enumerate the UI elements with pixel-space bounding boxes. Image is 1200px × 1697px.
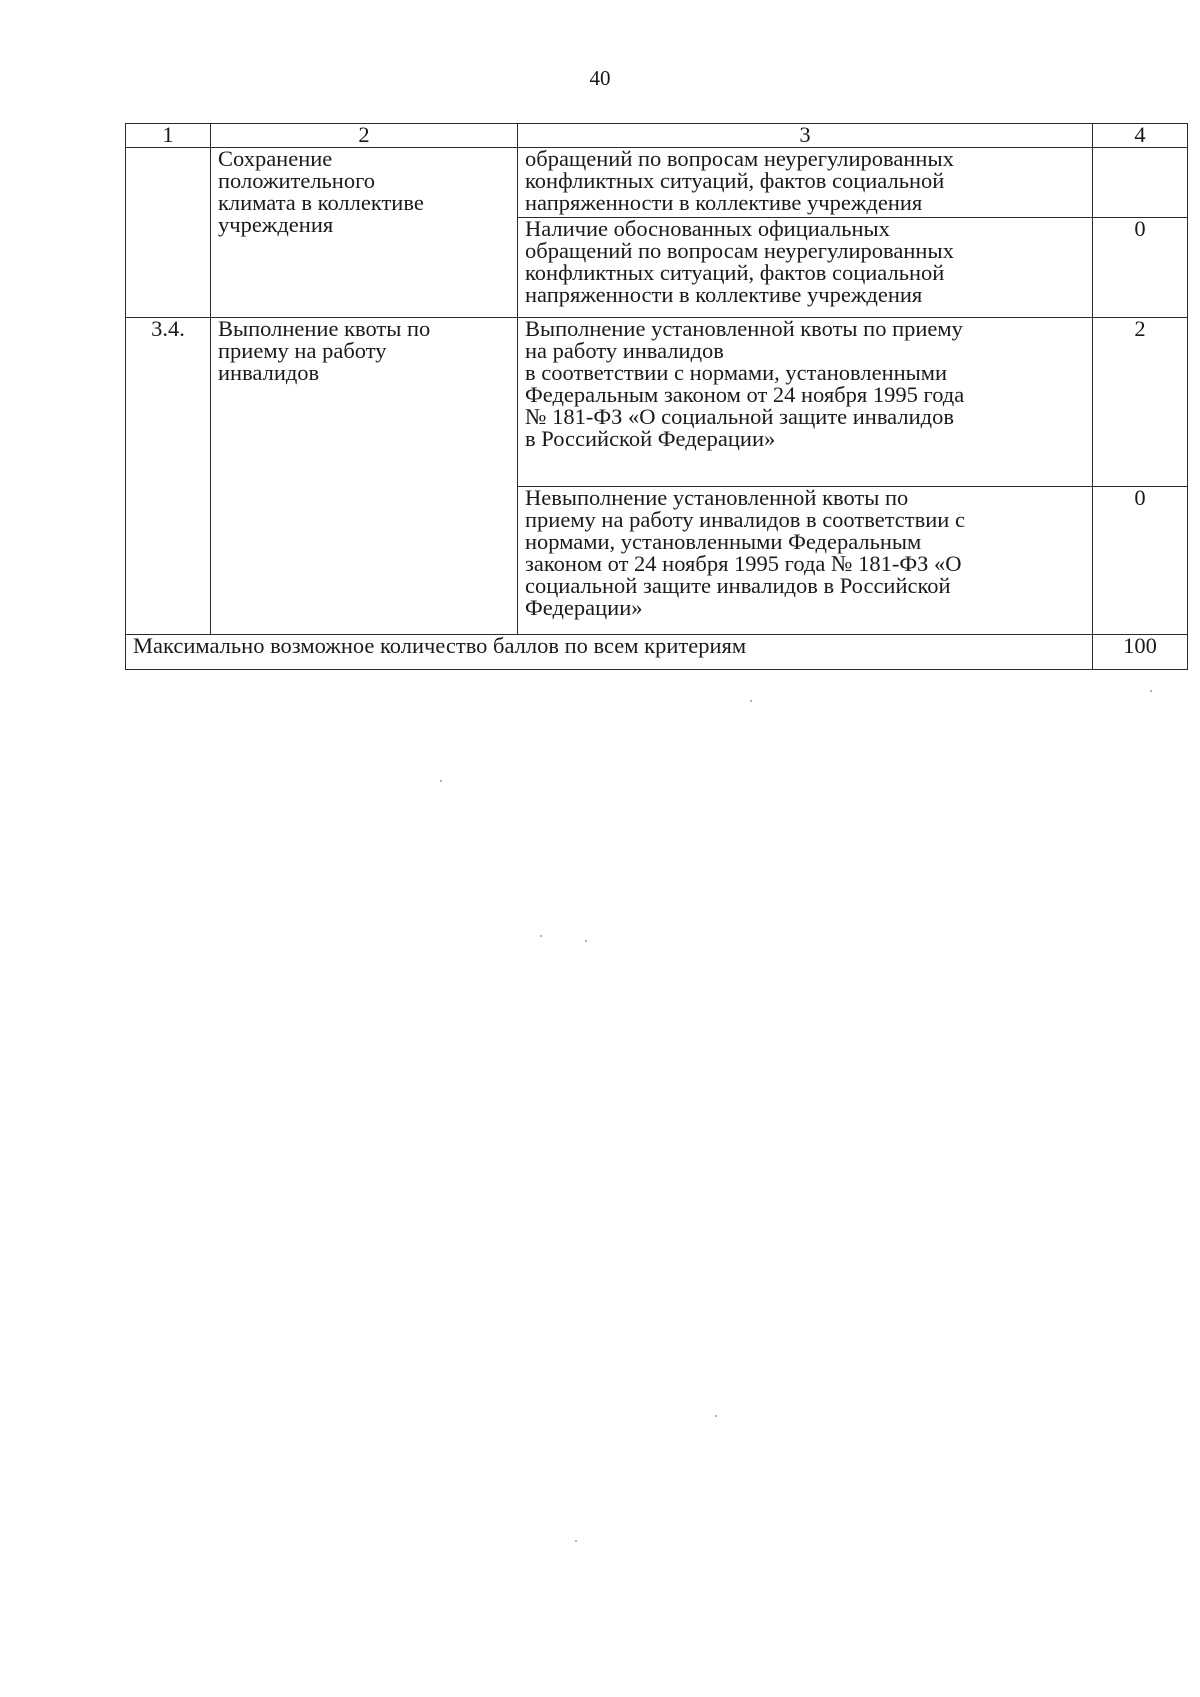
- column-header-4: 4: [1093, 124, 1188, 148]
- scan-speck: [715, 1415, 717, 1417]
- scan-speck: [575, 1540, 577, 1542]
- table-row: [126, 318, 1188, 487]
- score-cell: [1093, 148, 1188, 218]
- column-header-1: 1: [126, 124, 211, 148]
- scan-speck: [540, 935, 542, 937]
- score-cell: 0: [1093, 487, 1188, 635]
- total-row: [126, 635, 1188, 670]
- criterion-cell-climate: Сохранение положительного климата в коллективе учреждения: [211, 148, 518, 318]
- scan-speck: [585, 940, 587, 942]
- column-header-3: 3: [518, 124, 1093, 148]
- score-cell: 2: [1093, 318, 1188, 487]
- score-cell: 0: [1093, 218, 1188, 318]
- indicator-cell: обращений по вопросам неурегулированных конфликтных ситуаций, фактов социальной напряженности в коллективе учреждения: [518, 148, 1093, 218]
- scan-speck: [750, 700, 752, 702]
- indicator-cell: Выполнение установленной квоты по приему на работу инвалидов в соответствии с нормами, установленными Федеральным законом от 24 ноября 1995 года № 181-ФЗ «О социальной защите инвалидов в Российской Федерации»: [518, 318, 1093, 487]
- criteria-table: [125, 123, 1188, 670]
- row-number-cell: [126, 148, 211, 318]
- total-label: Максимально возможное количество баллов по всем критериям: [126, 635, 1093, 670]
- page-number: 40: [589, 66, 611, 90]
- indicator-cell: Наличие обоснованных официальных обращений по вопросам неурегулированных конфликтных ситуаций, фактов социальной напряженности в коллективе учреждения: [518, 218, 1093, 318]
- scan-speck: [1150, 690, 1152, 692]
- row-number-cell: 3.4.: [126, 318, 211, 635]
- table-header-row: [126, 124, 1188, 148]
- indicator-cell: Невыполнение установленной квоты по приему на работу инвалидов в соответствии с нормами, установленными Федеральным законом от 24 ноября 1995 года № 181-ФЗ «О социальной защите инвалидов в Российской Федерации»: [518, 487, 1093, 635]
- column-header-2: 2: [211, 124, 518, 148]
- criterion-cell-quota: Выполнение квоты по приему на работу инвалидов: [211, 318, 518, 635]
- total-score: 100: [1093, 635, 1188, 670]
- scan-speck: [440, 780, 442, 782]
- table-row: [126, 148, 1188, 218]
